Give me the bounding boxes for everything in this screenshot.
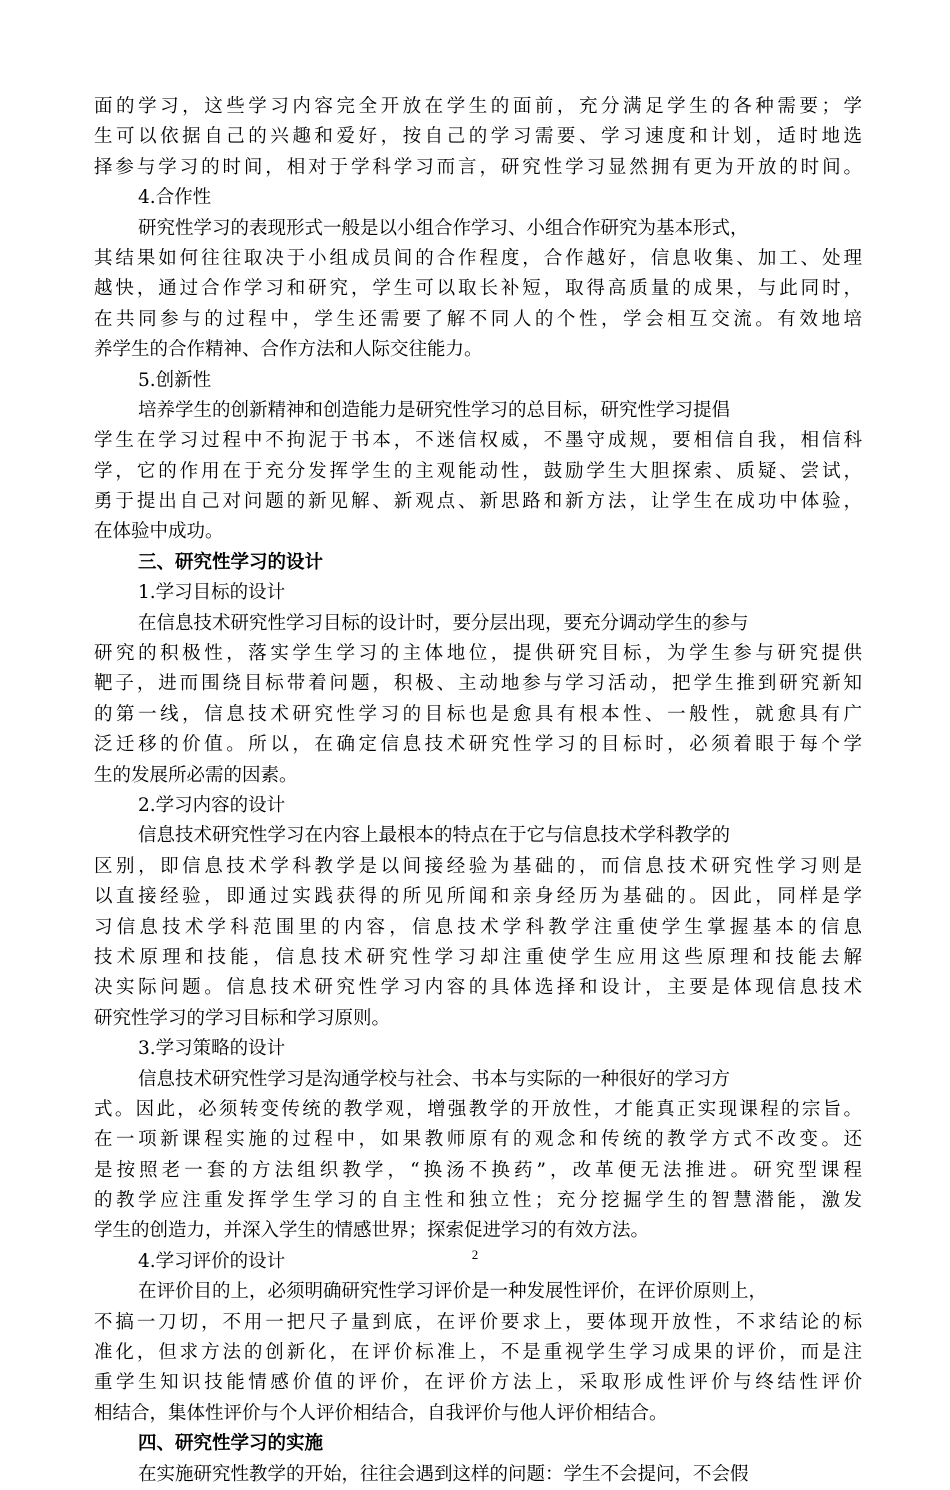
subsection-heading: 1.学习目标的设计 <box>138 582 286 604</box>
paragraph-line: 是按照老一套的方法组织教学，“换汤不换药”，改革便无法推进。研究型课程 <box>94 1159 862 1181</box>
paragraph-line: 在一项新课程实施的过程中，如果教师原有的观念和传统的教学方式不改变。还 <box>94 1129 862 1151</box>
paragraph-line: 生可以依据自己的兴趣和爱好，按自己的学习需要、学习速度和计划，适时地选 <box>94 126 862 148</box>
subsection-heading: 2.学习内容的设计 <box>138 794 286 816</box>
paragraph-line: 信息技术研究性学习在内容上最根本的特点在于它与信息技术学科教学的 <box>138 825 731 847</box>
section-heading: 三、研究性学习的设计 <box>138 551 324 573</box>
paragraph-line: 在实施研究性教学的开始，往往会遇到这样的问题：学生不会提问，不会假 <box>138 1463 749 1485</box>
paragraph-line: 决实际问题。信息技术研究性学习内容的具体选择和设计，主要是体现信息技术 <box>94 977 862 999</box>
paragraph-line: 学生在学习过程中不拘泥于书本，不迷信权威，不墨守成规，要相信自我，相信科 <box>94 430 862 452</box>
paragraph-line: 重学生知识技能情感价值的评价，在评价方法上，采取形成性评价与终结性评价 <box>94 1372 862 1394</box>
paragraph-line: 在共同参与的过程中，学生还需要了解不同人的个性，学会相互交流。有效地培 <box>94 308 862 330</box>
paragraph-line: 的第一线，信息技术研究性学习的目标也是愈具有根本性、一般性，就愈具有广 <box>94 703 862 725</box>
paragraph-line: 区别，即信息技术学科教学是以间接经验为基础的，而信息技术研究性学习则是 <box>94 855 862 877</box>
paragraph-line: 研究性学习的学习目标和学习原则。 <box>94 1007 391 1029</box>
paragraph-line: 其结果如何往往取决于小组成员间的合作程度，合作越好，信息收集、加工、处理 <box>94 247 862 269</box>
paragraph-line: 研究性学习的表现形式一般是以小组合作学习、小组合作研究为基本形式， <box>138 217 749 239</box>
paragraph-line: 在体验中成功。 <box>94 521 224 543</box>
paragraph-line: 养学生的合作精神、合作方法和人际交往能力。 <box>94 339 483 361</box>
paragraph-line: 研究的积极性，落实学生学习的主体地位，提供研究目标，为学生参与研究提供 <box>94 643 862 665</box>
paragraph-line: 习信息技术学科范围里的内容，信息技术学科教学注重使学生掌握基本的信息 <box>94 916 862 938</box>
paragraph-line: 信息技术研究性学习是沟通学校与社会、书本与实际的一种很好的学习方 <box>138 1068 731 1090</box>
paragraph-line: 准化，但求方法的创新化，在评价标准上，不是重视学生学习成果的评价，而是注 <box>94 1342 862 1364</box>
paragraph-line: 靶子，进而围绕目标带着问题，积极、主动地参与学习活动，把学生推到研究新知 <box>94 673 862 695</box>
document-body <box>94 92 862 1490</box>
paragraph-line: 技术原理和技能，信息技术研究性学习却注重使学生应用这些原理和技能去解 <box>94 946 862 968</box>
subsection-heading: 3.学习策略的设计 <box>138 1038 286 1060</box>
paragraph-line: 面的学习，这些学习内容完全开放在学生的面前，充分满足学生的各种需要；学 <box>94 96 862 117</box>
section-heading: 四、研究性学习的实施 <box>138 1433 324 1455</box>
subsection-heading: 5.创新性 <box>138 369 212 391</box>
paragraph-line: 式。因此，必须转变传统的教学观，增强教学的开放性，才能真正实现课程的宗旨。 <box>94 1098 862 1120</box>
paragraph-line: 泛迁移的价值。所以，在确定信息技术研究性学习的目标时，必须着眼于每个学 <box>94 734 862 756</box>
paragraph-line: 在评价目的上，必须明确研究性学习评价是一种发展性评价，在评价原则上， <box>138 1281 768 1303</box>
paragraph-line: 生的发展所必需的因素。 <box>94 764 298 786</box>
paragraph-line: 学生的创造力，并深入学生的情感世界；探索促进学习的有效方法。 <box>94 1220 650 1242</box>
paragraph-line: 的教学应注重发挥学生学习的自主性和独立性；充分挖掘学生的智慧潜能，激发 <box>94 1190 862 1212</box>
paragraph-line: 择参与学习的时间，相对于学科学习而言，研究性学习显然拥有更为开放的时间。 <box>94 156 862 178</box>
paragraph-line: 培养学生的创新精神和创造能力是研究性学习的总目标，研究性学习提倡 <box>138 399 731 421</box>
page-number: 2 <box>471 1247 479 1262</box>
paragraph-line: 以直接经验，即通过实践获得的所见所闻和亲身经历为基础的。因此，同样是学 <box>94 886 862 908</box>
paragraph-line: 学，它的作用在于充分发挥学生的主观能动性，鼓励学生大胆探索、质疑、尝试， <box>94 460 862 482</box>
subsection-heading: 4.合作性 <box>138 187 212 209</box>
paragraph-line: 不搞一刀切，不用一把尺子量到底，在评价要求上，要体现开放性，不求结论的标 <box>94 1311 862 1333</box>
paragraph-line: 越快，通过合作学习和研究，学生可以取长补短，取得高质量的成果，与此同时， <box>94 278 862 300</box>
paragraph-line: 相结合，集体性评价与个人评价相结合，自我评价与他人评价相结合。 <box>94 1402 668 1424</box>
paragraph-line: 在信息技术研究性学习目标的设计时，要分层出现，要充分调动学生的参与 <box>138 612 749 634</box>
paragraph-line: 勇于提出自己对问题的新见解、新观点、新思路和新方法，让学生在成功中体验， <box>94 491 862 513</box>
subsection-heading: 4.学习评价的设计 <box>138 1250 286 1272</box>
